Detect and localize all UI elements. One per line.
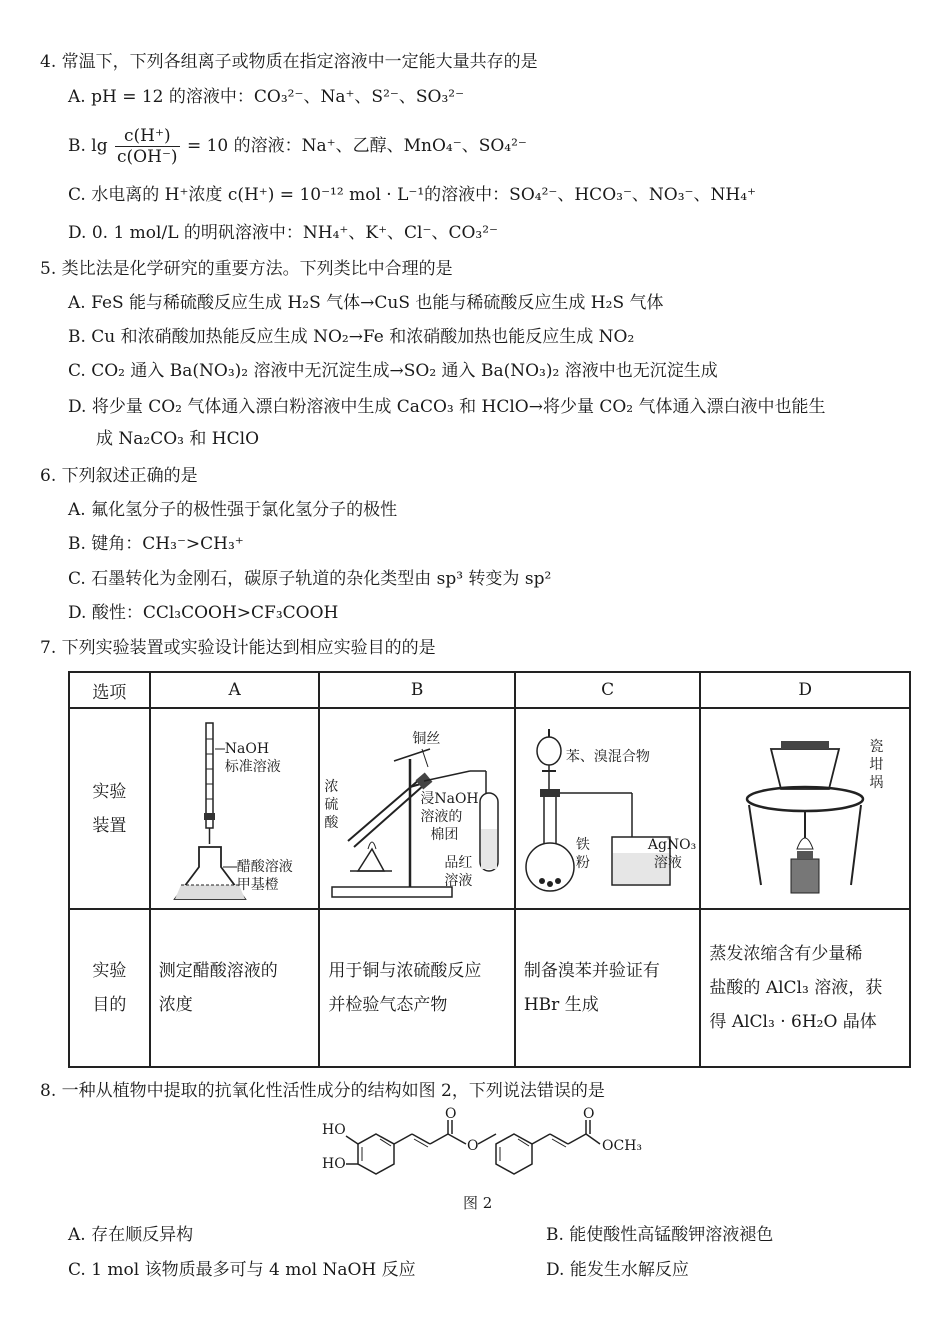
label-conc-3: 酸 — [324, 815, 339, 831]
q4-option-a — [68, 86, 464, 108]
q8-option-d: D. 能发生水解反应 — [546, 1260, 689, 1280]
q4-option-b — [68, 124, 527, 168]
purpose-a-line1: 测定醋酸溶液的 — [158, 961, 278, 981]
q4-option-c: C. 水电离的 H⁺浓度 c(H⁺) = 10⁻¹² mol · L⁻¹的溶液中：SO₄²⁻、HCO₃⁻、NO₃⁻、NH₄⁺ — [68, 185, 757, 205]
q8-option-b: B. 能使酸性高锰酸钾溶液褪色 — [546, 1225, 774, 1245]
label-conc-2: 硫 — [324, 797, 339, 813]
row-label-apparatus-line2: 装置 — [92, 815, 127, 836]
row-label-apparatus-line1: 实验 — [92, 781, 127, 802]
label-solution-of: 溶液的 — [420, 809, 463, 825]
q4-option-a-prefix: A. pH = 12 的溶液中： — [68, 87, 254, 107]
q6-stem: 6. 下列叙述正确的是 — [40, 466, 198, 486]
q4-option-b-prefix: B. lg — [68, 136, 108, 156]
purpose-c-line1: 制备溴苯并验证有 — [523, 961, 660, 981]
bromobenzene-apparatus-illustration — [516, 709, 702, 908]
label-copper-wire: 铜丝 — [412, 731, 441, 747]
apparatus-c-cell — [515, 708, 701, 909]
header-b: B — [319, 672, 514, 708]
q6-option-d: D. 酸性：CCl₃COOH>CF₃COOH — [68, 603, 339, 623]
q7-stem: 7. 下列实验装置或实验设计能达到相应实验目的的是 — [40, 638, 436, 658]
row-label-purpose — [69, 909, 150, 1067]
table-purpose-row — [69, 909, 910, 1067]
label-agno3-solution: 溶液 — [653, 855, 682, 871]
label-agno3: AgNO₃ — [647, 837, 697, 853]
purpose-d-line2: 盐酸的 AlCl₃ 溶液，获 — [709, 978, 883, 998]
label-standard-solution: 标准溶液 — [224, 759, 281, 775]
q4-option-a-ions: CO₃²⁻、Na⁺、S²⁻、SO₃²⁻ — [253, 87, 465, 107]
q4-stem: 4. 常温下，下列各组离子或物质在指定溶液中一定能大量共存的是 — [40, 52, 538, 72]
label-carbonyl-o-2: O — [583, 1106, 595, 1122]
label-soaked-naoh: 浸NaOH — [420, 791, 479, 807]
label-magenta-solution: 溶液 — [444, 873, 473, 889]
header-option: 选项 — [69, 672, 150, 708]
label-iron-2: 粉 — [575, 855, 590, 871]
label-crucible-2: 坩 — [869, 757, 884, 773]
label-och3: OCH₃ — [602, 1138, 643, 1154]
purpose-d — [700, 909, 910, 1067]
purpose-a-line2: 浓度 — [158, 995, 193, 1015]
purpose-b — [319, 909, 514, 1067]
experiment-table — [68, 671, 911, 1068]
q6-option-b: B. 键角：CH₃⁻>CH₃⁺ — [68, 534, 244, 554]
purpose-b-line2: 并检验气态产物 — [328, 995, 448, 1015]
header-c: C — [515, 672, 701, 708]
label-cotton: 棉团 — [430, 827, 459, 843]
purpose-a — [150, 909, 320, 1067]
molecular-structure — [320, 1106, 660, 1186]
purpose-c-line2: HBr 生成 — [523, 995, 599, 1015]
label-carbonyl-o-1: O — [445, 1106, 457, 1122]
q8-option-c: C. 1 mol 该物质最多可与 4 mol NaOH 反应 — [68, 1260, 416, 1280]
purpose-b-line1: 用于铜与浓硫酸反应 — [328, 961, 482, 981]
q6-option-c: C. 石墨转化为金刚石，碳原子轨道的杂化类型由 sp³ 转变为 sp² — [68, 569, 552, 589]
header-a: A — [150, 672, 320, 708]
label-conc-1: 浓 — [324, 779, 339, 795]
label-acetic-acid: 醋酸溶液 — [236, 859, 293, 875]
q5-option-c: C. CO₂ 通入 Ba(NO₃)₂ 溶液中无沉淀生成→SO₂ 通入 Ba(NO₃)₂ 溶液中也无沉淀生成 — [68, 361, 718, 381]
label-iron-1: 铁 — [575, 837, 590, 853]
label-naoh: NaOH — [224, 741, 270, 757]
q4-option-b-numerator: c(H⁺) — [115, 126, 180, 147]
table-apparatus-row — [69, 708, 910, 909]
row-label-purpose-line2: 目的 — [92, 995, 127, 1015]
label-ho-top: HO — [322, 1122, 346, 1138]
table-header-row — [69, 672, 910, 708]
apparatus-d-cell — [700, 708, 910, 909]
q6-option-a: A. 氟化氢分子的极性强于氯化氢分子的极性 — [68, 500, 398, 520]
figure-caption: 图 2 — [463, 1194, 493, 1212]
q8-stem: 8. 一种从植物中提取的抗氧化性活性成分的结构如图 2，下列说法错误的是 — [40, 1081, 605, 1101]
row-label-apparatus — [69, 708, 150, 909]
label-magenta: 品红 — [444, 855, 473, 871]
q8-option-a: A. 存在顺反异构 — [68, 1225, 194, 1245]
label-benzene-bromine: 苯、溴混合物 — [565, 749, 650, 765]
titration-apparatus-illustration — [151, 709, 321, 908]
q5-option-d-line2: 成 Na₂CO₃ 和 HClO — [96, 429, 260, 449]
q5-option-d-line1: D. 将少量 CO₂ 气体通入漂白粉溶液中生成 CaCO₃ 和 HClO→将少量 CO₂ 气体通入漂白液中也能生 — [68, 397, 826, 417]
label-ester-o: O — [467, 1138, 479, 1154]
label-ho-bottom: HO — [322, 1156, 346, 1172]
q5-stem: 5. 类比法是化学研究的重要方法。下列类比中合理的是 — [40, 259, 453, 279]
purpose-d-line3: 得 AlCl₃ · 6H₂O 晶体 — [709, 1012, 877, 1032]
q4-option-d: D. 0. 1 mol/L 的明矾溶液中：NH₄⁺、K⁺、Cl⁻、CO₃²⁻ — [68, 223, 499, 243]
q4-option-b-fraction — [115, 126, 180, 167]
apparatus-b-cell — [319, 708, 514, 909]
q4-option-b-denominator: c(OH⁻) — [117, 147, 178, 167]
label-methyl-orange: 甲基橙 — [236, 877, 279, 893]
row-label-purpose-line1: 实验 — [92, 961, 127, 981]
apparatus-a-cell — [150, 708, 320, 909]
purpose-d-line1: 蒸发浓缩含有少量稀 — [709, 944, 863, 964]
label-crucible-1: 瓷 — [869, 739, 884, 755]
purpose-c — [515, 909, 701, 1067]
header-d: D — [700, 672, 910, 708]
q5-option-a: A. FeS 能与稀硫酸反应生成 H₂S 气体→CuS 也能与稀硫酸反应生成 H₂S 气体 — [68, 293, 664, 313]
q4-option-b-suffix: = 10 的溶液：Na⁺、乙醇、MnO₄⁻、SO₄²⁻ — [186, 136, 527, 156]
label-crucible-3: 埚 — [869, 775, 884, 791]
q5-option-b: B. Cu 和浓硝酸加热能反应生成 NO₂→Fe 和浓硝酸加热也能反应生成 NO₂ — [68, 327, 635, 347]
